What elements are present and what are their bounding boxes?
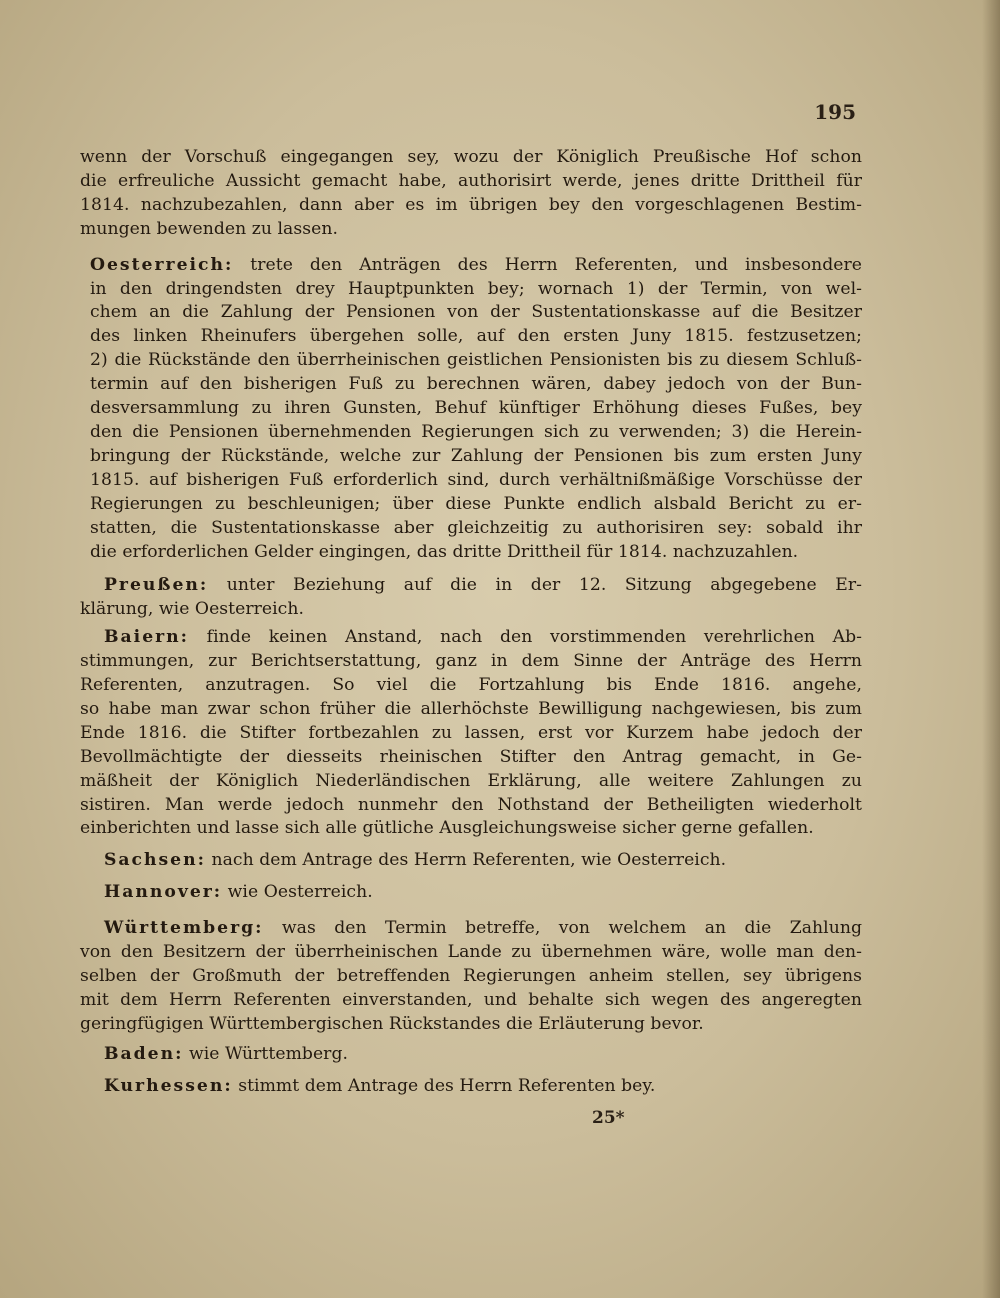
text-line: was den Termin betreffe, von welchem an die Zahlung [263,918,862,939]
state-name-wuerttemberg: Württemberg: [104,918,264,939]
text-line: die erforderlichen Gelder eingingen, das dritte Drittheil für 1814. nachzuzahlen. [90,541,799,562]
text-line: den die Pensionen übernehmenden Regierungen sich zu verwenden; 3) die Herein- [90,421,862,442]
text-line: statten, die Sustentationskasse aber gleichzeitig zu authorisiren sey: sobald ihr [90,517,862,538]
state-name-preussen: Preußen: [104,575,209,596]
state-name-sachsen: Sachsen: [104,850,206,871]
text-line: 2) die Rückstände den überrheinischen geistlichen Pensionisten bis zu diesem Schluß- [90,350,862,371]
text-line: stimmt dem Antrage des Herrn Referenten bey. [232,1075,656,1096]
body-text [80,146,862,1099]
page-gutter-shadow [982,0,1000,1298]
paragraph-sachsen [80,849,862,873]
state-name-oesterreich: Oesterreich: [90,254,234,275]
text-line: 1814. nachzubezahlen, dann aber es im übrigen bey den vorgeschlagenen Bestim- [80,194,862,215]
paragraph-preussen [80,574,862,622]
state-name-baden: Baden: [104,1043,184,1064]
text-line: in den dringendsten drey Hauptpunkten bey; wornach 1) der Termin, von wel- [90,278,862,299]
text-line: so habe man zwar schon früher die allerhöchste Bewilligung nachgewiesen, bis zum [80,698,862,719]
state-name-baiern: Baiern: [104,627,190,648]
text-line: Ende 1816. die Stifter fortbezahlen zu lassen, erst vor Kurzem habe jedoch der [80,722,862,743]
paragraph-oesterreich [80,254,862,565]
paragraph-baden [80,1043,862,1067]
text-line: von den Besitzern der überrheinischen Lande zu übernehmen wäre, wolle man den- [80,942,862,963]
text-line: finde keinen Anstand, nach den vorstimmenden verehrlichen Ab- [189,627,862,648]
text-line: selben der Großmuth der betreffenden Regierungen anheim stellen, sey übrigens [80,966,862,986]
paragraph-kurhessen [80,1075,862,1099]
text-line: wenn der Vorschuß eingegangen sey, wozu der Königlich Preußische Hof schon [80,147,862,167]
text-line: Regierungen zu beschleunigen; über diese Punkte endlich alsbald Bericht zu er- [90,493,862,514]
text-line: sistiren. Man werde jedoch nunmehr den Nothstand der Betheiligten wiederholt [80,794,862,815]
text-line: termin auf den bisherigen Fuß zu berechnen wären, dabey jedoch von der Bun- [90,374,862,395]
text-line: mäßheit der Königlich Niederländischen Erklärung, alle weitere Zahlungen zu [80,770,862,791]
paragraph-wuerttemberg [80,917,862,1037]
text-line: wie Oesterreich. [222,882,373,903]
text-line: wie Württemberg. [183,1043,349,1064]
text-line: des linken Rheinufers übergehen solle, auf den ersten Juny 1815. festzusetzen; [90,326,862,347]
text-line: einberichten und lasse sich alle gütliche Ausgleichungsweise sicher gerne gefallen. [80,818,814,839]
text-line: mungen bewenden zu lassen. [80,218,338,239]
text-line: chem an die Zahlung der Pensionen von der Sustentationskasse auf die Besitzer [90,302,862,323]
text-line: trete den Anträgen des Herrn Referenten, und insbesondere [233,254,862,275]
text-line: Bevollmächtigte der diesseits rheinischen Stifter den Antrag gemacht, in Ge- [80,746,862,767]
text-line: mit dem Herrn Referenten einverstanden, und behalte sich wegen des angeregten [80,989,862,1010]
printer-signature-mark: 25* [592,1108,625,1128]
text-line: bringung der Rückstände, welche zur Zahlung der Pensionen bis zum ersten Juny [90,445,862,466]
text-line: desversammlung zu ihren Gunsten, Behuf künftiger Erhöhung dieses Fußes, bey [90,398,862,419]
text-line: Referenten, anzutragen. So viel die Fortzahlung bis Ende 1816. angehe, [80,675,862,696]
text-line: nach dem Antrage des Herrn Referenten, wie Oesterreich. [205,850,727,871]
state-name-hannover: Hannover: [104,882,223,903]
text-line: geringfügigen Württembergischen Rückstandes die Erläuterung bevor. [80,1013,704,1034]
paragraph-baiern [80,626,862,841]
paragraph-continuation [80,146,862,242]
text-line: 1815. auf bisherigen Fuß erforderlich sind, durch verhältnißmäßige Vorschüsse der [90,469,862,490]
text-line: stimmungen, zur Berichtserstattung, ganz in dem Sinne der Anträge des Herrn [80,651,862,672]
paragraph-hannover [80,881,862,905]
page-number: 195 [814,100,856,124]
text-line: klärung, wie Oesterreich. [80,599,304,620]
text-line: unter Beziehung auf die in der 12. Sitzung abgegebene Er- [208,575,862,596]
state-name-kurhessen: Kurhessen: [104,1075,233,1096]
text-line: die erfreuliche Aussicht gemacht habe, authorisirt werde, jenes dritte Drittheil für [80,170,862,191]
